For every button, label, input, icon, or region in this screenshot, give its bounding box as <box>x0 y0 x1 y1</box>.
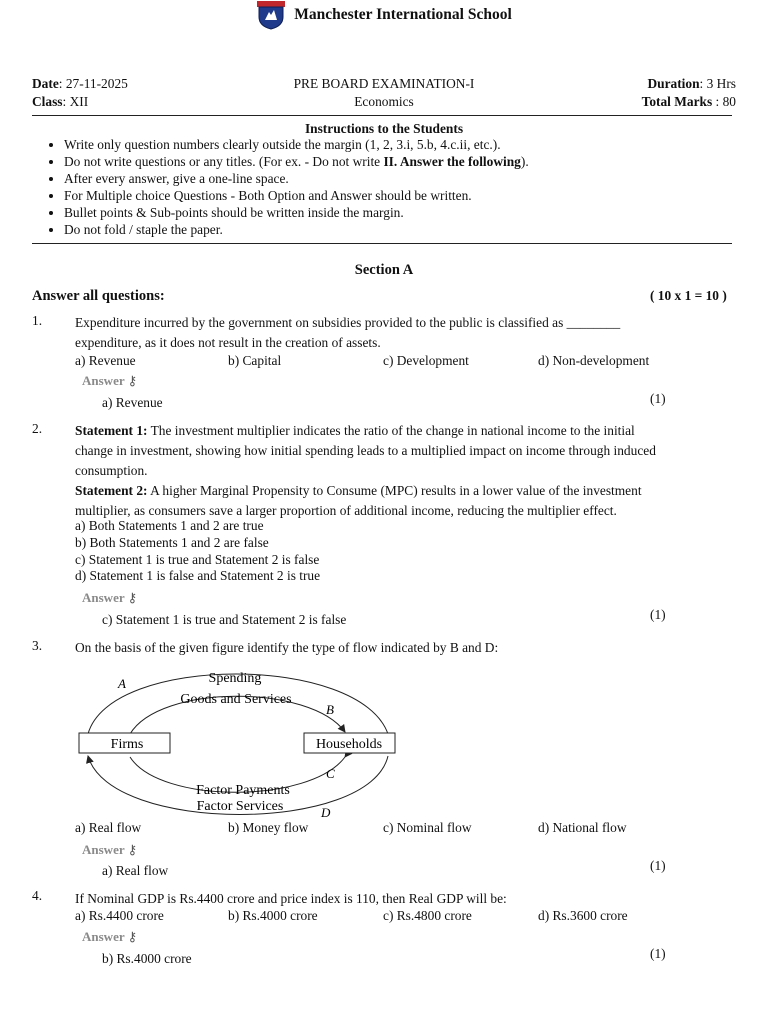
key-icon: ⚷ <box>127 929 138 944</box>
question-options <box>75 518 320 585</box>
exam-title: PRE BOARD EXAMINATION-I <box>293 76 475 91</box>
instructions-title: Instructions to the Students <box>304 121 464 136</box>
instructions-list <box>48 136 529 238</box>
instruction-item: • Do not fold / staple the paper. <box>64 221 529 238</box>
question-text: Expenditure incurred by the government on subsidies provided to the public is classified as ________ expenditure, as it does not result in the creation of assets. <box>75 315 621 350</box>
school-name: Manchester International School <box>294 6 512 23</box>
question-text: On the basis of the given figure identify the type of flow indicated by B and D: <box>75 640 499 655</box>
answer-text: b) Rs.4000 crore <box>102 951 192 966</box>
exam-total-marks: Total Marks : 80 <box>641 94 736 109</box>
option-a: a) Revenue <box>75 353 136 368</box>
factor-services-label: Factor Services <box>196 799 284 814</box>
option-c: c) Nominal flow <box>383 820 472 835</box>
instruction-item: • Bullet points & Sub-points should be written inside the margin. <box>64 204 529 221</box>
question-number: 1. <box>32 313 43 328</box>
instruction-item: • Do not write questions or any titles. (For ex. - Do not write II. Answer the following). <box>64 153 529 170</box>
option-d: d) Non-development <box>538 353 650 368</box>
firms-label: Firms <box>110 737 144 752</box>
question-marks: (1) <box>650 946 666 961</box>
option-c: c) Statement 1 is true and Statement 2 is false <box>75 551 320 567</box>
flow-label-c: C <box>326 766 335 781</box>
instructions-divider <box>32 243 732 244</box>
factor-payments-label: Factor Payments <box>196 783 290 798</box>
option-b: b) Money flow <box>228 820 309 835</box>
key-icon: ⚷ <box>127 590 138 605</box>
key-icon: ⚷ <box>127 842 138 857</box>
flow-label-d: D <box>321 805 331 820</box>
header-divider <box>32 115 732 116</box>
flow-label-b: B <box>326 702 334 717</box>
exam-duration: Duration: 3 Hrs <box>647 76 736 91</box>
instruction-item: • For Multiple choice Questions - Both Option and Answer should be written. <box>64 187 529 204</box>
answer-label: Answer ⚷ <box>82 590 138 605</box>
option-d: d) National flow <box>538 820 627 835</box>
section-instruction: Answer all questions: <box>32 288 165 304</box>
spending-label: Spending <box>208 671 262 686</box>
households-label: Households <box>315 737 383 752</box>
option-d: d) Rs.3600 crore <box>538 908 628 923</box>
exam-subject: Economics <box>354 94 414 109</box>
school-header <box>0 0 768 34</box>
instruction-item: • Write only question numbers clearly outside the margin (1, 2, 3.i, 5.b, 4.c.ii, etc.). <box>64 136 529 153</box>
goods-services-label: Goods and Services <box>180 692 292 707</box>
option-a: a) Real flow <box>75 820 142 835</box>
question-text: Statement 1: The investment multiplier indicates the ratio of the change in national income to the initial change in investment, showing how initial spending leads to a multiplied impact on income through induced consumption. Statement 2: A higher Marginal Propensity to Consume (MPC) results in a lower value of the investment multiplier, as consumers save a larger proportion of additional income, reducing the multiplier effect. <box>75 423 656 518</box>
question-number: 3. <box>32 638 43 653</box>
answer-label: Answer ⚷ <box>82 842 138 857</box>
question-marks: (1) <box>650 858 666 873</box>
answer-label: Answer ⚷ <box>82 373 138 388</box>
school-crest-logo <box>256 0 286 30</box>
answer-text: c) Statement 1 is true and Statement 2 is false <box>102 612 347 627</box>
section-title: Section A <box>354 262 414 278</box>
option-b: b) Both Statements 1 and 2 are false <box>75 534 269 550</box>
question-text: If Nominal GDP is Rs.4400 crore and price index is 110, then Real GDP will be: <box>75 891 507 906</box>
question-marks: (1) <box>650 391 666 406</box>
exam-date: Date: 27-11-2025 <box>32 76 128 91</box>
answer-text: a) Real flow <box>102 863 169 878</box>
option-a: a) Rs.4400 crore <box>75 908 164 923</box>
option-a: a) Both Statements 1 and 2 are true <box>75 518 264 533</box>
question-marks: (1) <box>650 607 666 622</box>
flow-label-a: A <box>118 676 126 691</box>
option-d: d) Statement 1 is false and Statement 2 is true <box>75 568 321 584</box>
section-marks: ( 10 x 1 = 10 ) <box>650 288 727 303</box>
answer-text: a) Revenue <box>102 395 163 410</box>
option-b: b) Capital <box>228 353 282 368</box>
option-c: c) Rs.4800 crore <box>383 908 472 923</box>
question-number: 2. <box>32 421 43 436</box>
circular-flow-diagram <box>70 664 410 820</box>
question-number: 4. <box>32 888 43 903</box>
option-c: c) Development <box>383 353 469 368</box>
exam-class: Class: XII <box>32 94 89 109</box>
answer-label: Answer ⚷ <box>82 929 138 944</box>
instruction-item: • After every answer, give a one-line space. <box>64 170 529 187</box>
option-b: b) Rs.4000 crore <box>228 908 318 923</box>
key-icon: ⚷ <box>127 373 138 388</box>
